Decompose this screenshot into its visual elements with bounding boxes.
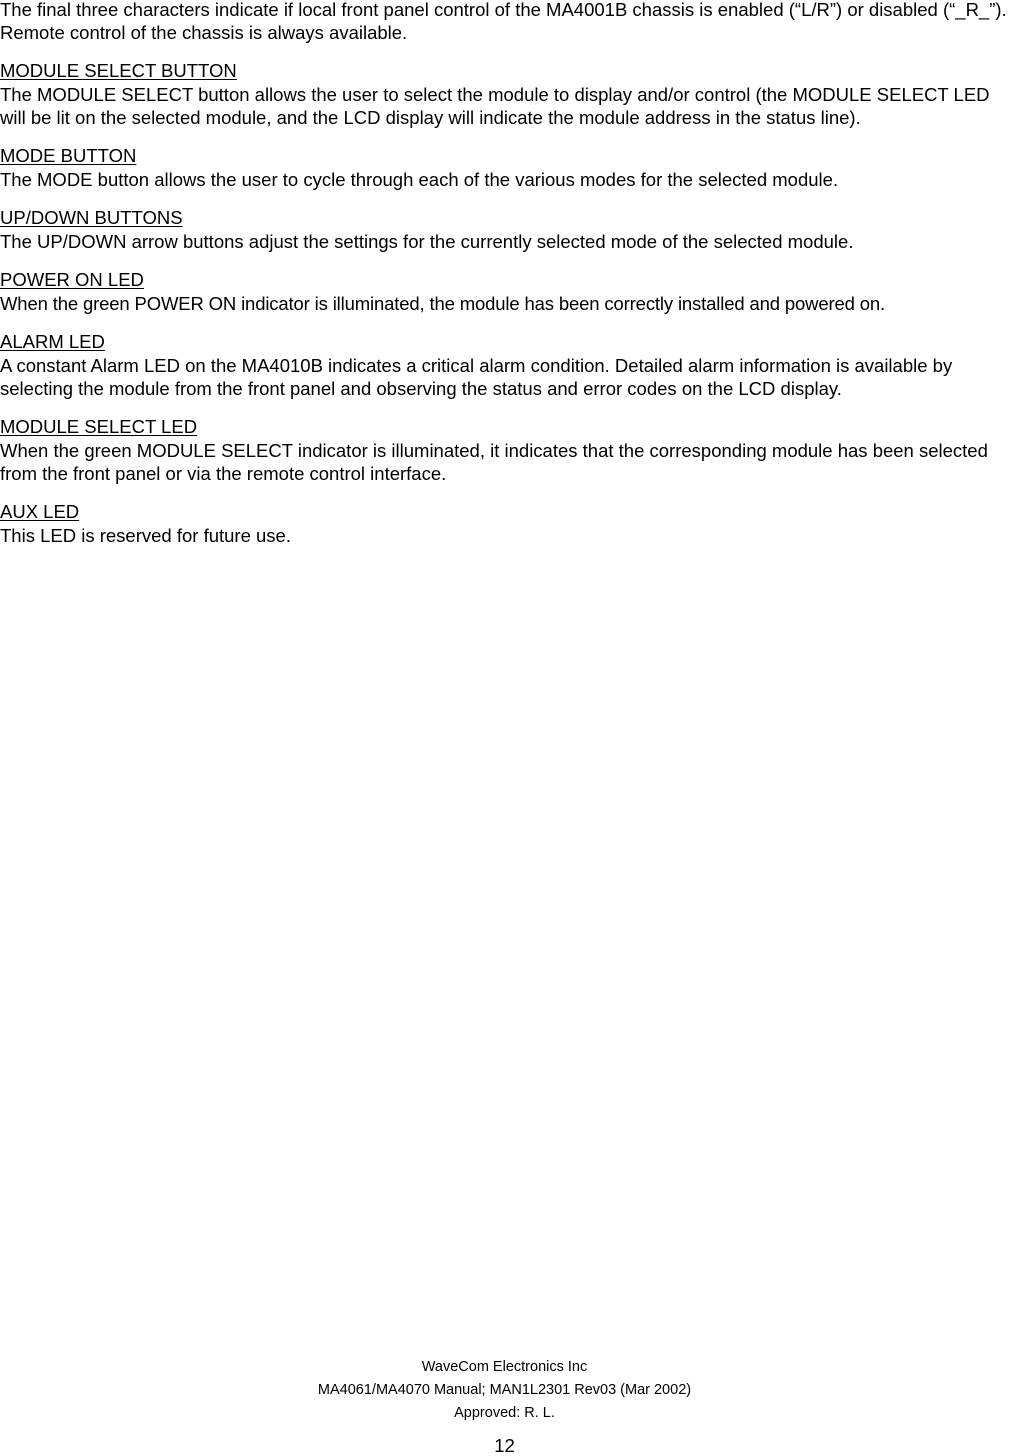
section-up-down-buttons	[0, 206, 1009, 253]
footer-approval: Approved: R. L.	[454, 1405, 555, 1421]
section-mode-button	[0, 144, 1009, 191]
section-body: The MODULE SELECT button allows the user to select the module to display and/or control (the MODULE SELECT LED will be lit on the selected module, and the LCD display will indicate the module address in the status line).	[0, 84, 990, 128]
section-heading: UP/DOWN BUTTONS	[0, 207, 183, 228]
section-body: When the green POWER ON indicator is illuminated, the module has been correctly installed and powered on.	[0, 293, 886, 314]
section-power-on-led	[0, 268, 1009, 315]
footer-company: WaveCom Electronics Inc	[421, 1359, 588, 1375]
section-alarm-led	[0, 330, 1009, 400]
section-heading: ALARM LED	[0, 331, 105, 352]
section-module-select-led	[0, 415, 1009, 485]
page-footer	[0, 1356, 1009, 1425]
section-body: A constant Alarm LED on the MA4010B indicates a critical alarm condition. Detailed alarm information is available by selecting the module from the front panel and observing the status and error codes on the LCD display.	[0, 355, 953, 399]
section-body: The MODE button allows the user to cycle through each of the various modes for the selected module.	[0, 169, 839, 190]
section-heading: MODE BUTTON	[0, 145, 137, 166]
footer-manual-reference: MA4061/MA4070 Manual; MAN1L2301 Rev03 (Mar 2002)	[317, 1382, 692, 1398]
section-heading: MODULE SELECT LED	[0, 416, 198, 437]
section-body: This LED is reserved for future use.	[0, 525, 291, 546]
page-number: 12	[494, 1435, 515, 1456]
page-content	[0, 0, 1009, 562]
section-heading: MODULE SELECT BUTTON	[0, 60, 237, 81]
section-body: The UP/DOWN arrow buttons adjust the settings for the currently selected mode of the selected module.	[0, 231, 854, 252]
section-body: When the green MODULE SELECT indicator is illuminated, it indicates that the corresponding module has been selected from the front panel or via the remote control interface.	[0, 440, 988, 484]
section-heading: AUX LED	[0, 501, 80, 522]
intro-paragraph: The final three characters indicate if local front panel control of the MA4001B chassis is enabled (“L/R”) or disabled (“_R_”). Remote control of the chassis is always available.	[0, 0, 1007, 43]
section-heading: POWER ON LED	[0, 269, 144, 290]
section-module-select-button	[0, 59, 1009, 129]
section-aux-led	[0, 500, 1009, 547]
